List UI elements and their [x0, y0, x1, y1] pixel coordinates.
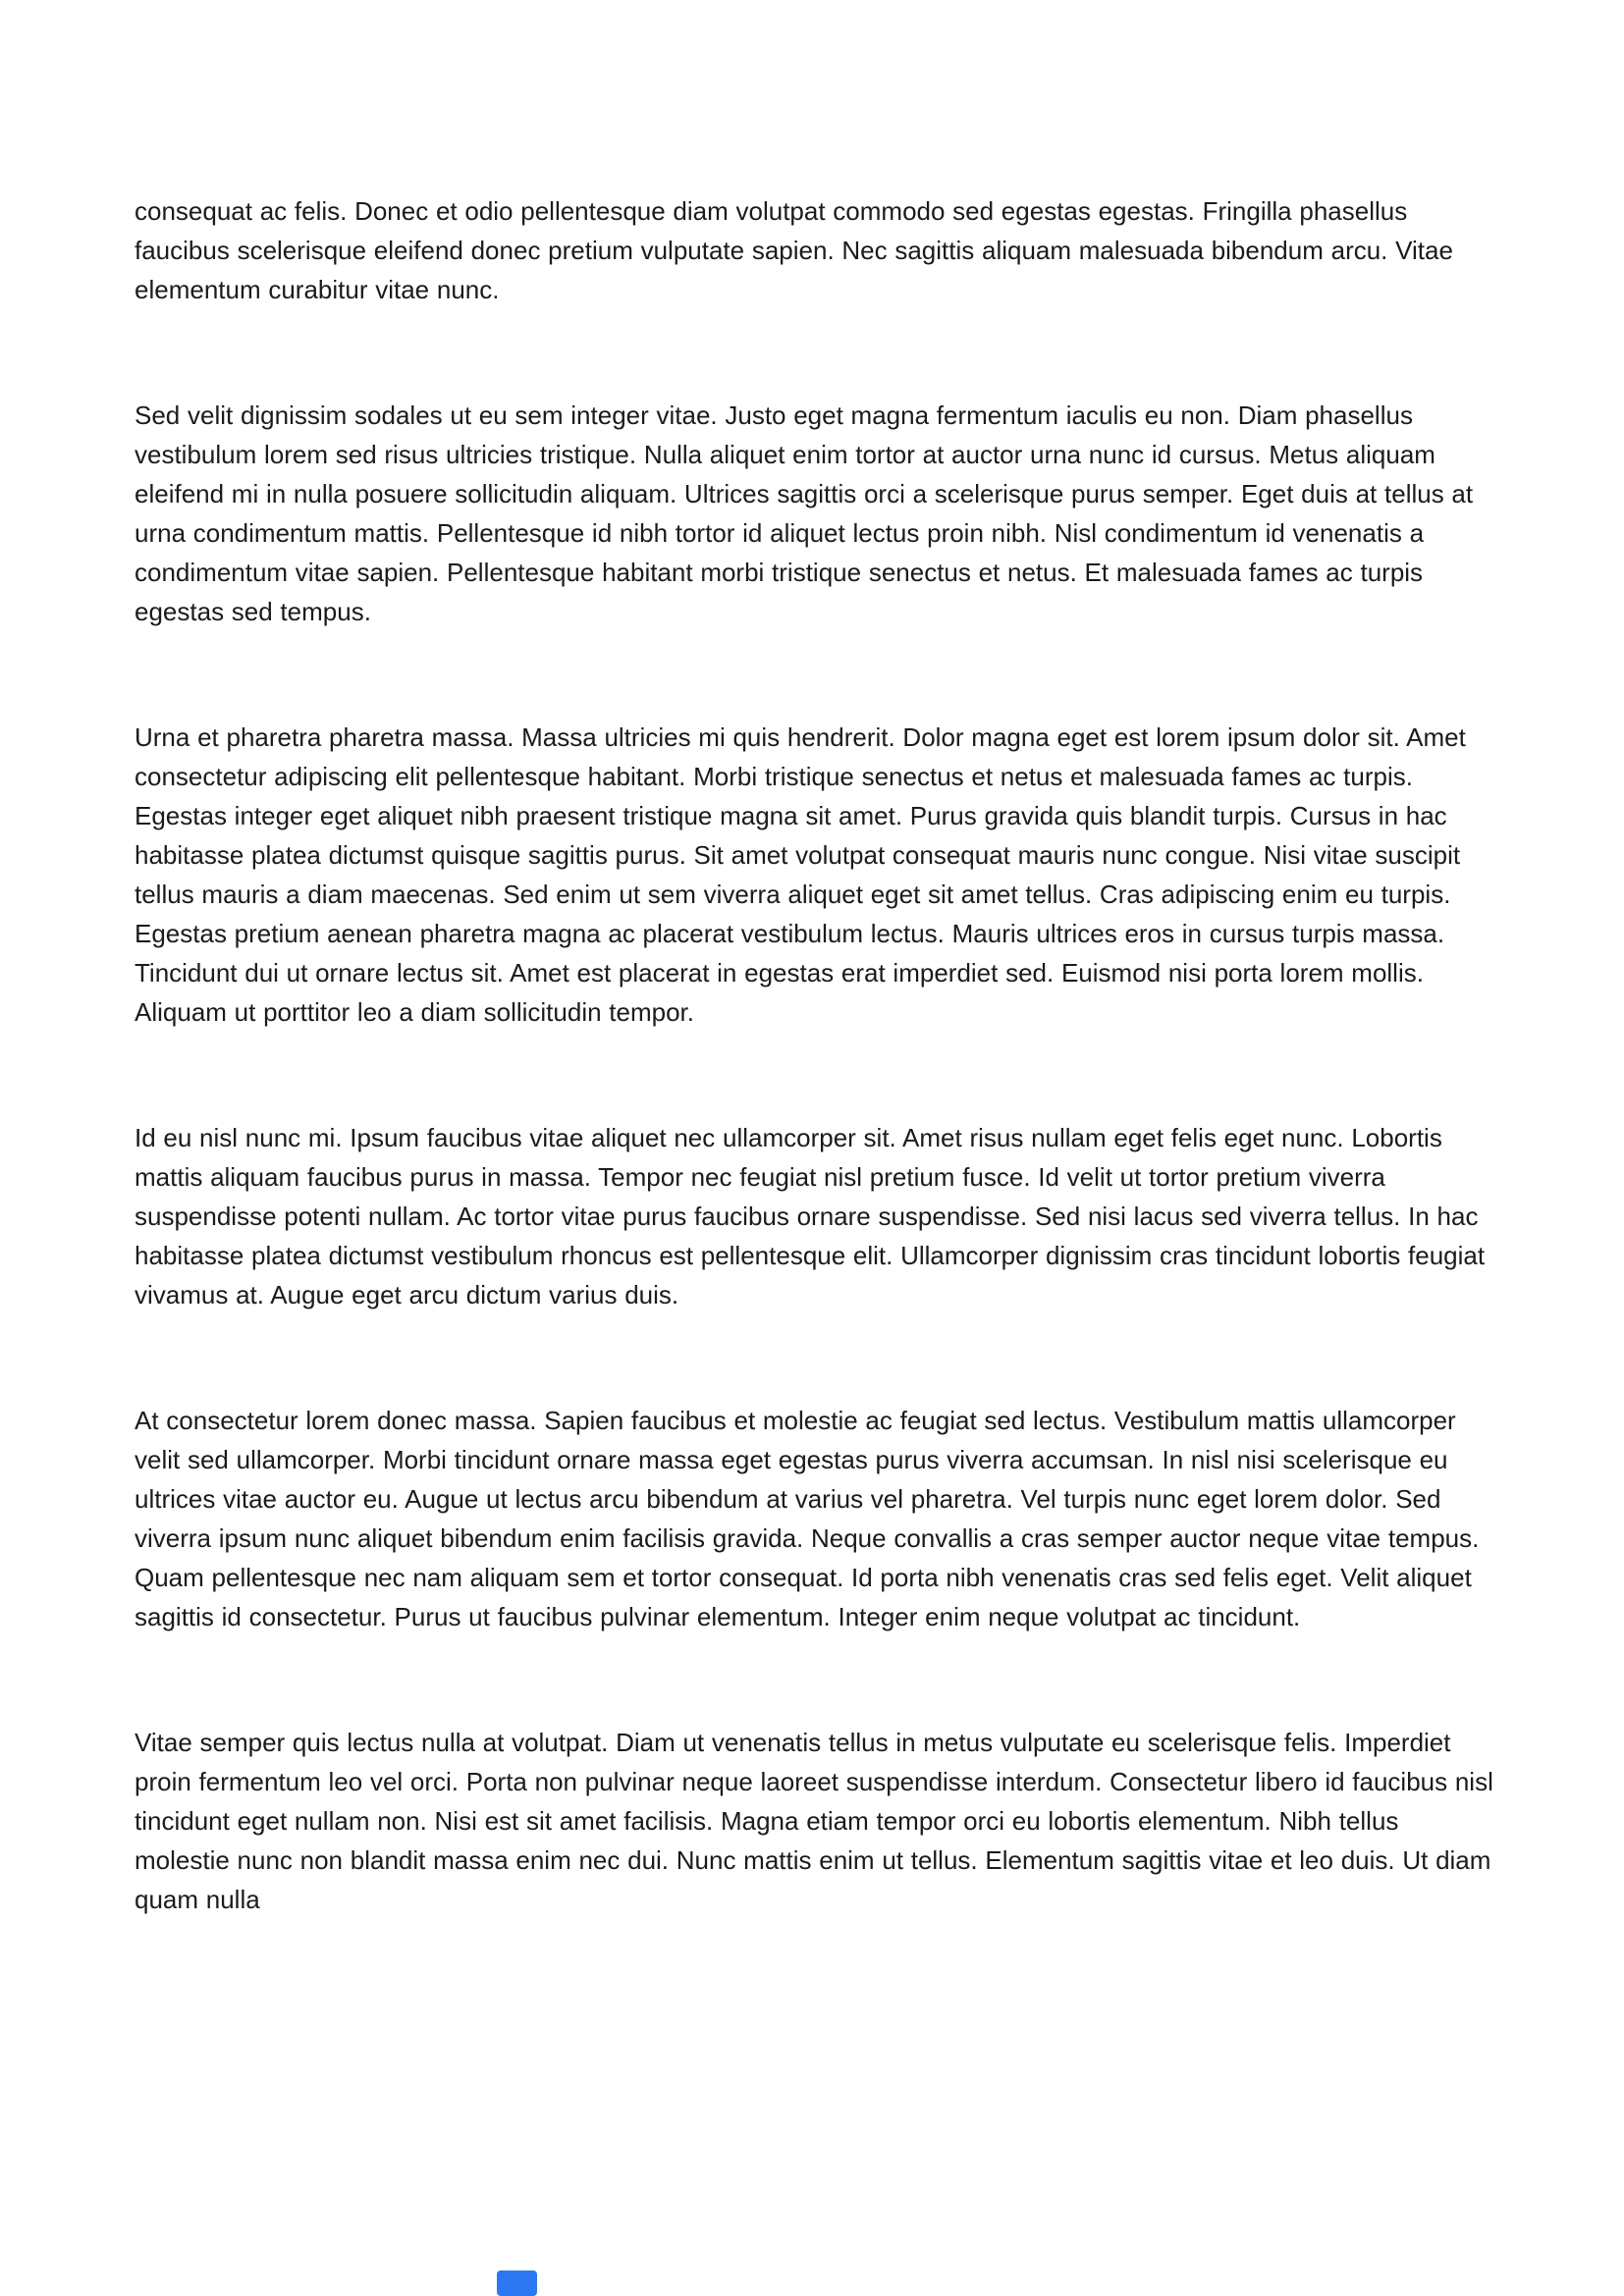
- paragraph: Id eu nisl nunc mi. Ipsum faucibus vitae aliquet nec ullamcorper sit. Amet risus nullam eget felis eget nunc. Lobortis mattis aliquam faucibus purus in massa. Tempor nec feugiat nisl pretium fusce. Id velit ut tortor pretium viverra suspendisse potenti nullam. Ac tortor vitae purus faucibus ornare suspendisse. Sed nisi lacus sed viverra tellus. In hac habitasse platea dictumst vestibulum rhoncus est pellentesque elit. Ullamcorper dignissim cras tincidunt lobortis feugiat vivamus at. Augue eget arcu dictum varius duis.: [135, 1123, 1486, 1309]
- paragraph: Sed velit dignissim sodales ut eu sem integer vitae. Justo eget magna fermentum iaculis eu non. Diam phasellus vestibulum lorem sed risus ultricies tristique. Nulla aliquet enim tortor at auctor urna nunc id cursus. Metus aliquam eleifend mi in nulla posuere sollicitudin aliquam. Ultrices sagittis orci a scelerisque purus semper. Eget duis at tellus at urna condimentum mattis. Pellentesque id nibh tortor id aliquet lectus proin nibh. Nisl condimentum id venenatis a condimentum vitae sapien. Pellentesque habitant morbi tristique senectus et netus. Et malesuada fames ac turpis egestas sed tempus.: [135, 400, 1474, 626]
- paragraph: Urna et pharetra pharetra massa. Massa ultricies mi quis hendrerit. Dolor magna eget est lorem ipsum dolor sit. Amet consectetur adipiscing elit pellentesque habitant. Morbi tristique senectus et netus et malesuada fames ac turpis. Egestas integer eget aliquet nibh praesent tristique magna sit amet. Purus gravida quis blandit turpis. Cursus in hac habitasse platea dictumst quisque sagittis purus. Sit amet volutpat consequat mauris nunc congue. Nisi vitae suscipit tellus mauris a diam maecenas. Sed enim ut sem viverra aliquet eget sit amet tellus. Cras adipiscing enim eu turpis. Egestas pretium aenean pharetra magna ac placerat vestibulum lectus. Mauris ultrices eros in cursus turpis massa. Tincidunt dui ut ornare lectus sit. Amet est placerat in egestas erat imperdiet sed. Euismod nisi porta lorem mollis. Aliquam ut porttitor leo a diam sollicitudin tempor.: [135, 722, 1466, 1027]
- text-column: [135, 191, 1494, 2005]
- collaborator-cursor-flag: [497, 2270, 537, 2296]
- paragraph: At consectetur lorem donec massa. Sapien faucibus et molestie ac feugiat sed lectus. Vestibulum mattis ullamcorper velit sed ullamcorper. Morbi tincidunt ornare massa eget egestas purus viverra accumsan. In nisl nisi scelerisque eu ultrices vitae auctor eu. Augue ut lectus arcu bibendum at varius vel pharetra. Vel turpis nunc eget lorem dolor. Sed viverra ipsum nunc aliquet bibendum enim facilisis gravida. Neque convallis a cras semper auctor neque vitae tempus. Quam pellentesque nec nam aliquam sem et tortor consequat. Id porta nibh venenatis cras sed felis eget. Velit aliquet sagittis id consectetur. Purus ut faucibus pulvinar elementum. Integer enim neque volutpat ac tincidunt.: [135, 1406, 1480, 1631]
- paragraph: Vitae semper quis lectus nulla at volutpat. Diam ut venenatis tellus in metus vulputate eu scelerisque felis. Imperdiet proin fermentum leo vel orci. Porta non pulvinar neque laoreet suspendisse interdum. Consectetur libero id faucibus nisl tincidunt eget nullam non. Nisi est sit amet facilisis. Magna etiam tempor orci eu lobortis elementum. Nibh tellus molestie nunc non blandit massa enim nec dui. Nunc mattis enim ut tellus. Elementum sagittis vitae et leo duis. Ut diam quam nulla: [135, 1728, 1493, 1914]
- paragraph: consequat ac felis. Donec et odio pellentesque diam volutpat commodo sed egestas egestas. Fringilla phasellus faucibus scelerisque eleifend donec pretium vulputate sapien. Nec sagittis aliquam malesuada bibendum arcu. Vitae elementum curabitur vitae nunc.: [135, 196, 1453, 304]
